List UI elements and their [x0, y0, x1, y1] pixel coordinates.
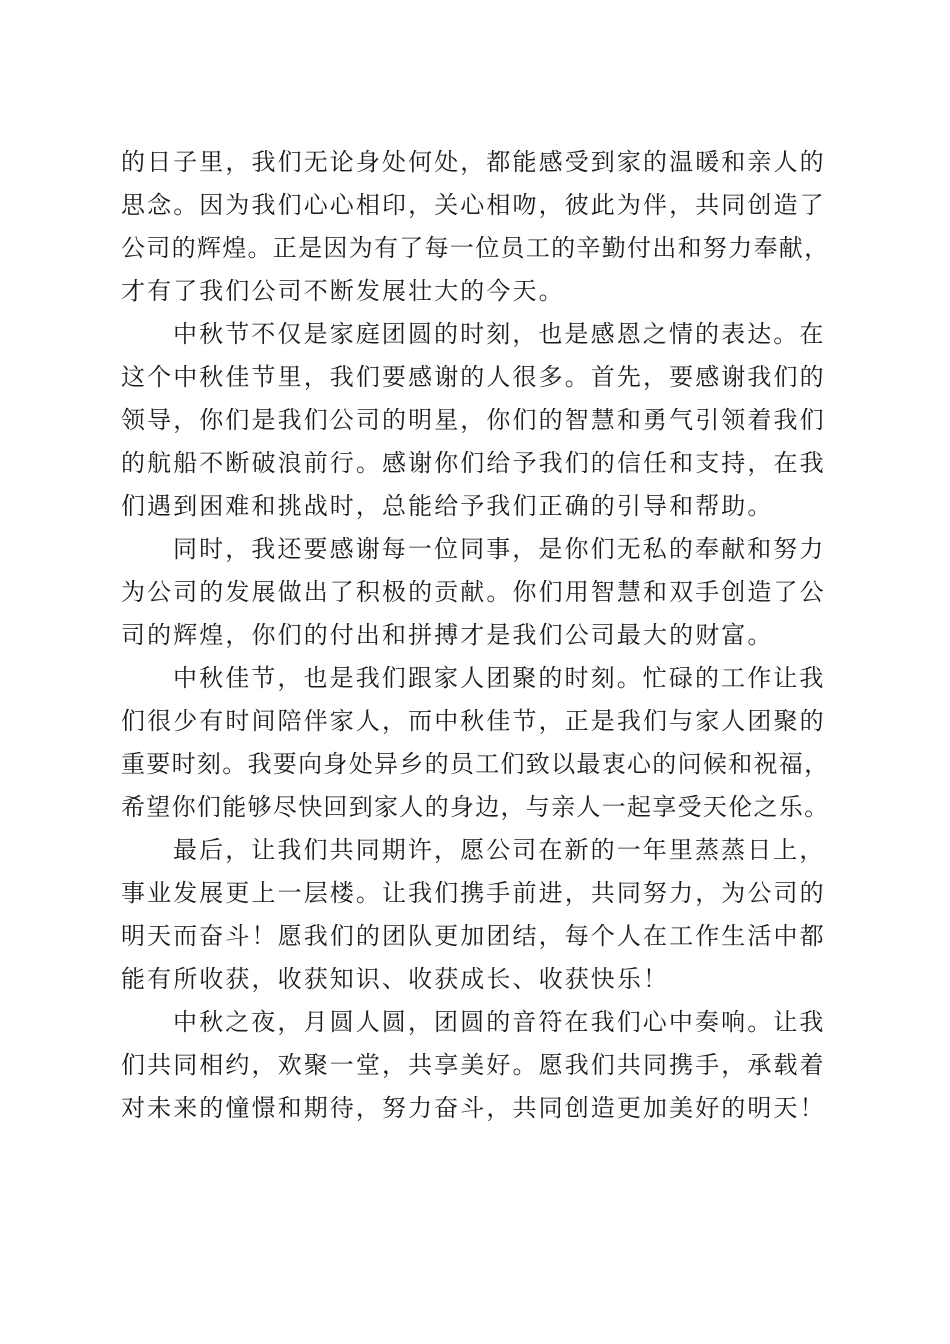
text-line: 司的辉煌，你们的付出和拼搏才是我们公司最大的财富。 [121, 621, 774, 649]
paragraph-first-line: 中秋之夜，月圆人圆，团圆的音符在我们心中奏响。让我 [173, 1008, 826, 1036]
text-line: 重要时刻。我要向身处异乡的员工们致以最衷心的问候和祝福， [121, 750, 830, 778]
text-line: 能有所收获，收获知识、收获成长、收获快乐！ [121, 965, 670, 993]
paragraph-first-line: 最后，让我们共同期许，愿公司在新的一年里蒸蒸日上， [173, 836, 826, 864]
text-line: 的日子里，我们无论身处何处，都能感受到家的温暖和亲人的 [121, 148, 826, 176]
text-line: 领导，你们是我们公司的明星，你们的智慧和勇气引领着我们 [121, 406, 826, 434]
text-line: 们共同相约，欢聚一堂，共享美好。愿我们共同携手，承载着 [121, 1051, 826, 1079]
paragraph-first-line: 同时，我还要感谢每一位同事，是你们无私的奉献和努力 [173, 535, 826, 563]
text-line: 思念。因为我们心心相印，关心相吻，彼此为伴，共同创造了 [121, 191, 826, 219]
text-line: 事业发展更上一层楼。让我们携手前进，共同努力，为公司的 [121, 879, 826, 907]
paragraph-first-line: 中秋节不仅是家庭团圆的时刻，也是感恩之情的表达。在 [173, 320, 826, 348]
text-line: 才有了我们公司不断发展壮大的今天。 [121, 277, 565, 305]
text-line: 这个中秋佳节里，我们要感谢的人很多。首先，要感谢我们的 [121, 363, 826, 391]
paragraph-first-line: 中秋佳节，也是我们跟家人团聚的时刻。忙碌的工作让我 [173, 664, 826, 692]
text-line: 们很少有时间陪伴家人，而中秋佳节，正是我们与家人团聚的 [121, 707, 826, 735]
text-line: 们遇到困难和挑战时，总能给予我们正确的引导和帮助。 [121, 492, 774, 520]
body-text [121, 141, 831, 1130]
text-line: 公司的辉煌。正是因为有了每一位员工的辛勤付出和努力奉献， [121, 234, 830, 262]
text-line: 的航船不断破浪前行。感谢你们给予我们的信任和支持，在我 [121, 449, 826, 477]
text-line: 对未来的憧憬和期待，努力奋斗，共同创造更加美好的明天！ [121, 1094, 826, 1122]
text-line: 为公司的发展做出了积极的贡献。你们用智慧和双手创造了公 [121, 578, 826, 606]
text-line: 明天而奋斗！愿我们的团队更加团结，每个人在工作生活中都 [121, 922, 826, 950]
text-line: 希望你们能够尽快回到家人的身边，与亲人一起享受天伦之乐。 [121, 793, 830, 821]
